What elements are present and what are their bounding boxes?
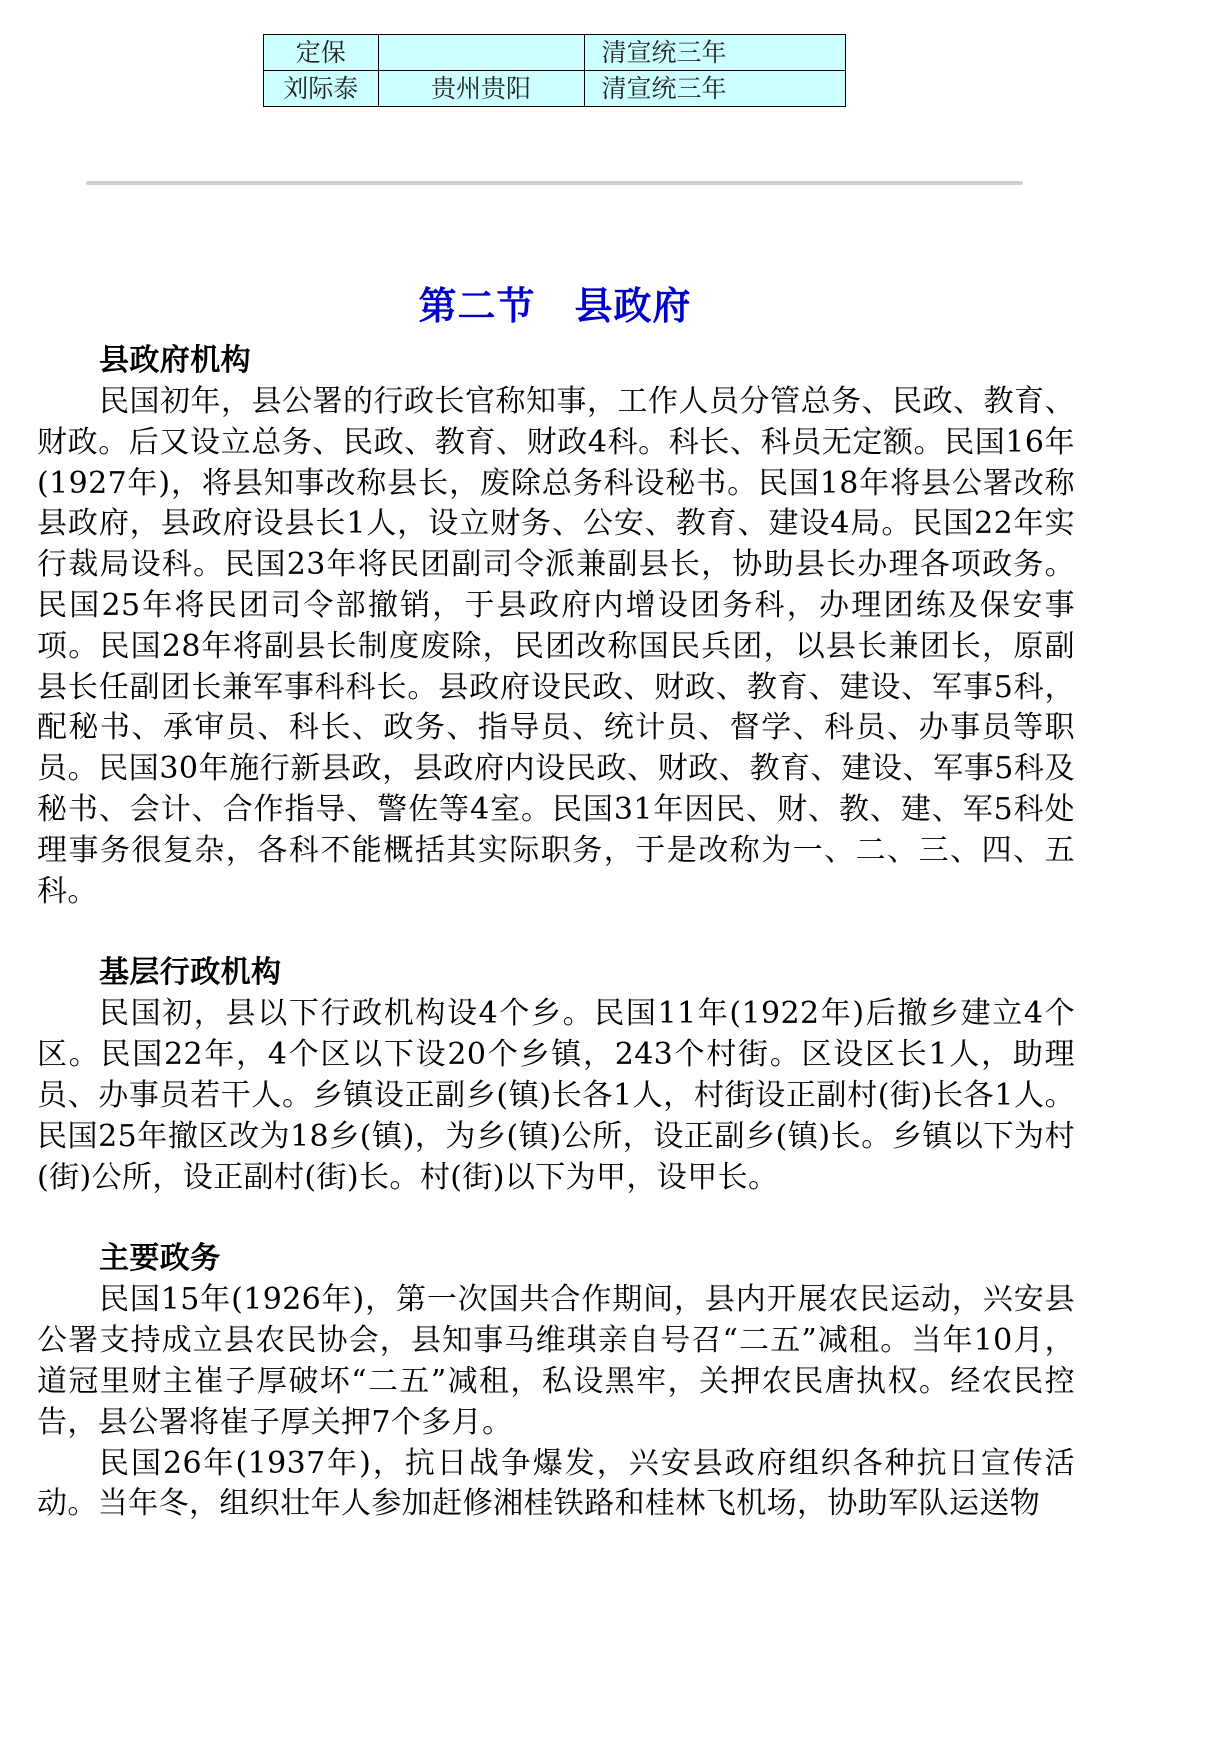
table-row — [264, 35, 846, 71]
spacer — [37, 1198, 1075, 1238]
official-origin-cell: 贵州贵阳 — [378, 71, 584, 107]
paragraph: 民国初，县以下行政机构设4个乡。民国11年(1922年)后撤乡建立4个区。民国22年，4个区以下设20个乡镇，243个村街。区设区长1人，助理员、办事员若干人。乡镇设正副乡(镇)长各1人，村街设正副村(街)长各1人。民国25年撤区改为18乡(镇)，为乡(镇)公所，设正副乡(镇)长。乡镇以下为村(街)公所，设正副村(街)长。村(街)以下为甲，设甲长。 — [37, 996, 1075, 1195]
horizontal-divider — [86, 181, 1023, 185]
paragraph: 民国15年(1926年)，第一次国共合作期间，县内开展农民运动，兴安县公署支持成立县农民协会，县知事马维琪亲自号召“二五”减租。当年10月，道冠里财主崔子厚破坏“二五”减租，私设黑牢，关押农民唐执权。经农民控告，县公署将崔子厚关押7个多月。 — [37, 1282, 1075, 1440]
section-title: 第二节 县政府 — [418, 283, 692, 329]
officials-table — [263, 34, 846, 107]
paragraph: 民国初年，县公署的行政长官称知事，工作人员分管总务、民政、教育、财政。后又设立总务、民政、教育、财政4科。科长、科员无定额。民国16年(1927年)，将县知事改称县长，废除总务科设秘书。民国18年将县公署改称县政府，县政府设县长1人，设立财务、公安、教育、建设4局。民国22年实行裁局设科。民国23年将民团副司令派兼副县长，协助县长办理各项政务。民国25年将民团司令部撤销，于县政府内增设团务科，办理团练及保安事项。民国28年将副县长制度废除，民团改称国民兵团，以县长兼团长，原副县长任副团长兼军事科科长。县政府设民政、财政、教育、建设、军事5科，配秘书、承审员、科长、政务、指导员、统计员、督学、科员、办事员等职员。民国30年施行新县政，县政府内设民政、财政、教育、建设、军事5科及秘书、会计、合作指导、警佐等4室。民国31年因民、财、教、建、军5科处理事务很复杂，各科不能概括其实际职务，于是改称为一、二、三、四、五科。 — [37, 384, 1075, 909]
table-row — [264, 71, 846, 107]
subsection-heading: 主要政务 — [99, 1241, 221, 1277]
official-origin-cell — [378, 35, 584, 71]
subsection-heading: 县政府机构 — [99, 343, 251, 378]
official-era-cell: 清宣统三年 — [584, 35, 846, 71]
official-name-cell: 刘际泰 — [264, 71, 379, 107]
paragraph: 民国26年(1937年)，抗日战争爆发，兴安县政府组织各种抗日宣传活动。当年冬，组织壮年人参加赶修湘桂铁路和桂林飞机场，协助军队运送物 — [37, 1445, 1075, 1522]
official-name-cell: 定保 — [264, 35, 379, 71]
spacer — [37, 912, 1075, 952]
section-body — [37, 340, 1075, 1525]
official-era-cell: 清宣统三年 — [584, 71, 846, 107]
subsection-heading: 基层行政机构 — [99, 955, 282, 991]
